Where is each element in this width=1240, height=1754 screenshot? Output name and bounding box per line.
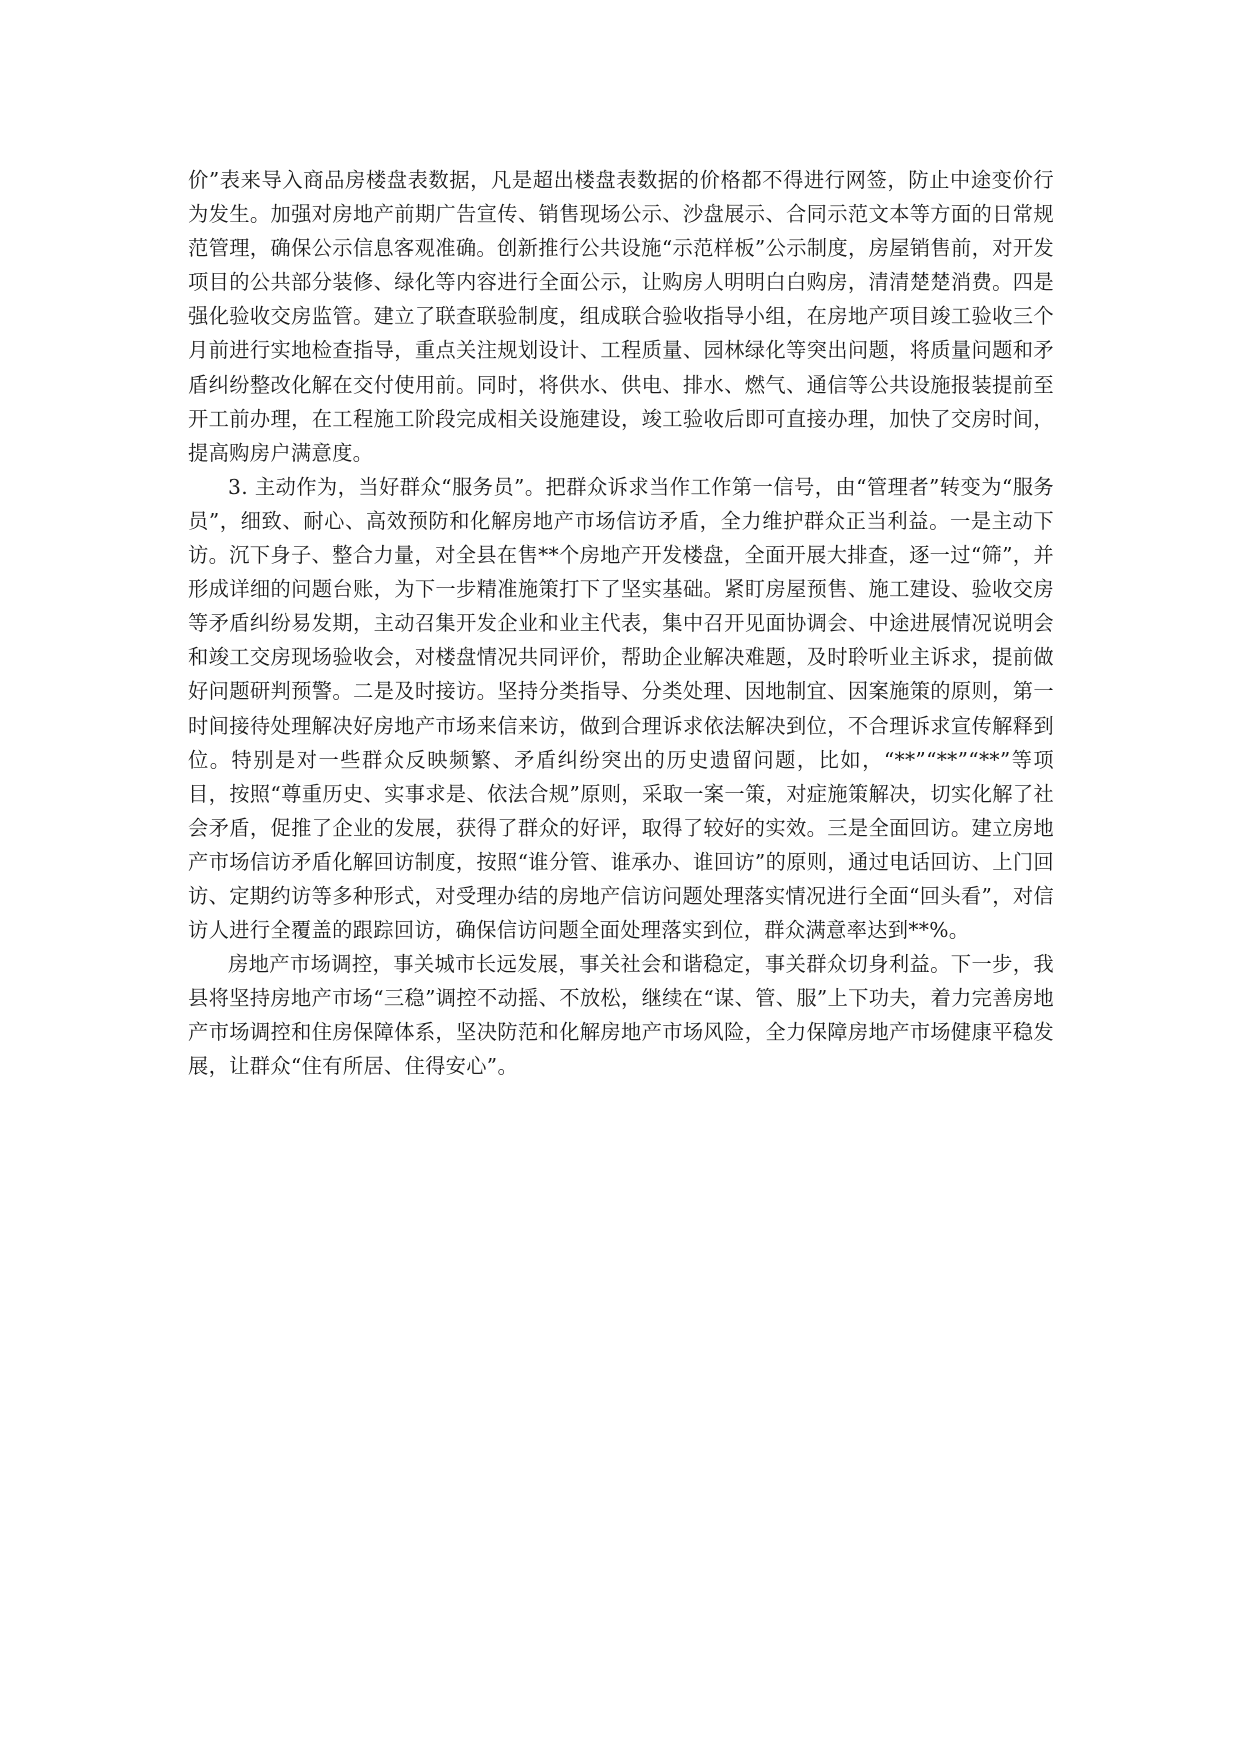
document-body <box>188 163 1054 1084</box>
paragraph-service: 3. 主动作为，当好群众“服务员”。把群众诉求当作工作第一信号，由“管理者”转变为“服务员”，细致、耐心、高效预防和化解房地产市场信访矛盾，全力维护群众正当利益。一是主动下访。沉下身子、整合力量，对全县在售**个房地产开发楼盘，全面开展大排查，逐一过“筛”，并形成详细的问题台账，为下一步精准施策打下了坚实基础。紧盯房屋预售、施工建设、验收交房等矛盾纠纷易发期，主动召集开发企业和业主代表，集中召开见面协调会、中途进展情况说明会和竣工交房现场验收会，对楼盘情况共同评价，帮助企业解决难题，及时聆听业主诉求，提前做好问题研判预警。二是及时接访。坚持分类指导、分类处理、因地制宜、因案施策的原则，第一时间接待处理解决好房地产市场来信来访，做到合理诉求依法解决到位，不合理诉求宣传解释到位。特别是对一些群众反映频繁、矛盾纠纷突出的历史遗留问题，比如，“**”“**”“**”等项目，按照“尊重历史、实事求是、依法合规”原则，采取一案一策，对症施策解决，切实化解了社会矛盾，促推了企业的发展，获得了群众的好评，取得了较好的实效。三是全面回访。建立房地产市场信访矛盾化解回访制度，按照“谁分管、谁承办、谁回访”的原则，通过电话回访、上门回访、定期约访等多种形式，对受理办结的房地产信访问题处理落实情况进行全面“回头看”，对信访人进行全覆盖的跟踪回访，确保信访问题全面处理落实到位，群众满意率达到**%。 <box>188 474 1054 943</box>
paragraph-continuation: 价”表来导入商品房楼盘表数据，凡是超出楼盘表数据的价格都不得进行网签，防止中途变价行为发生。加强对房地产前期广告宣传、销售现场公示、沙盘展示、合同示范文本等方面的日常规范管理，确保公示信息客观准确。创新推行公共设施“示范样板”公示制度，房屋销售前，对开发项目的公共部分装修、绿化等内容进行全面公示，让购房人明明白白购房，清清楚楚消费。四是强化验收交房监管。建立了联查联验制度，组成联合验收指导小组，在房地产项目竣工验收三个月前进行实地检查指导，重点关注规划设计、工程质量、园林绿化等突出问题，将质量问题和矛盾纠纷整改化解在交付使用前。同时，将供水、供电、排水、燃气、通信等公共设施报装提前至开工前办理，在工程施工阶段完成相关设施建设，竣工验收后即可直接办理，加快了交房时间，提高购房户满意度。 <box>188 168 1054 465</box>
paragraph-conclusion: 房地产市场调控，事关城市长远发展，事关社会和谐稳定，事关群众切身利益。下一步，我县将坚持房地产市场“三稳”调控不动摇、不放松，继续在“谋、管、服”上下功夫，着力完善房地产市场调控和住房保障体系，坚决防范和化解房地产市场风险，全力保障房地产市场健康平稳发展，让群众“住有所居、住得安心”。 <box>188 952 1054 1079</box>
